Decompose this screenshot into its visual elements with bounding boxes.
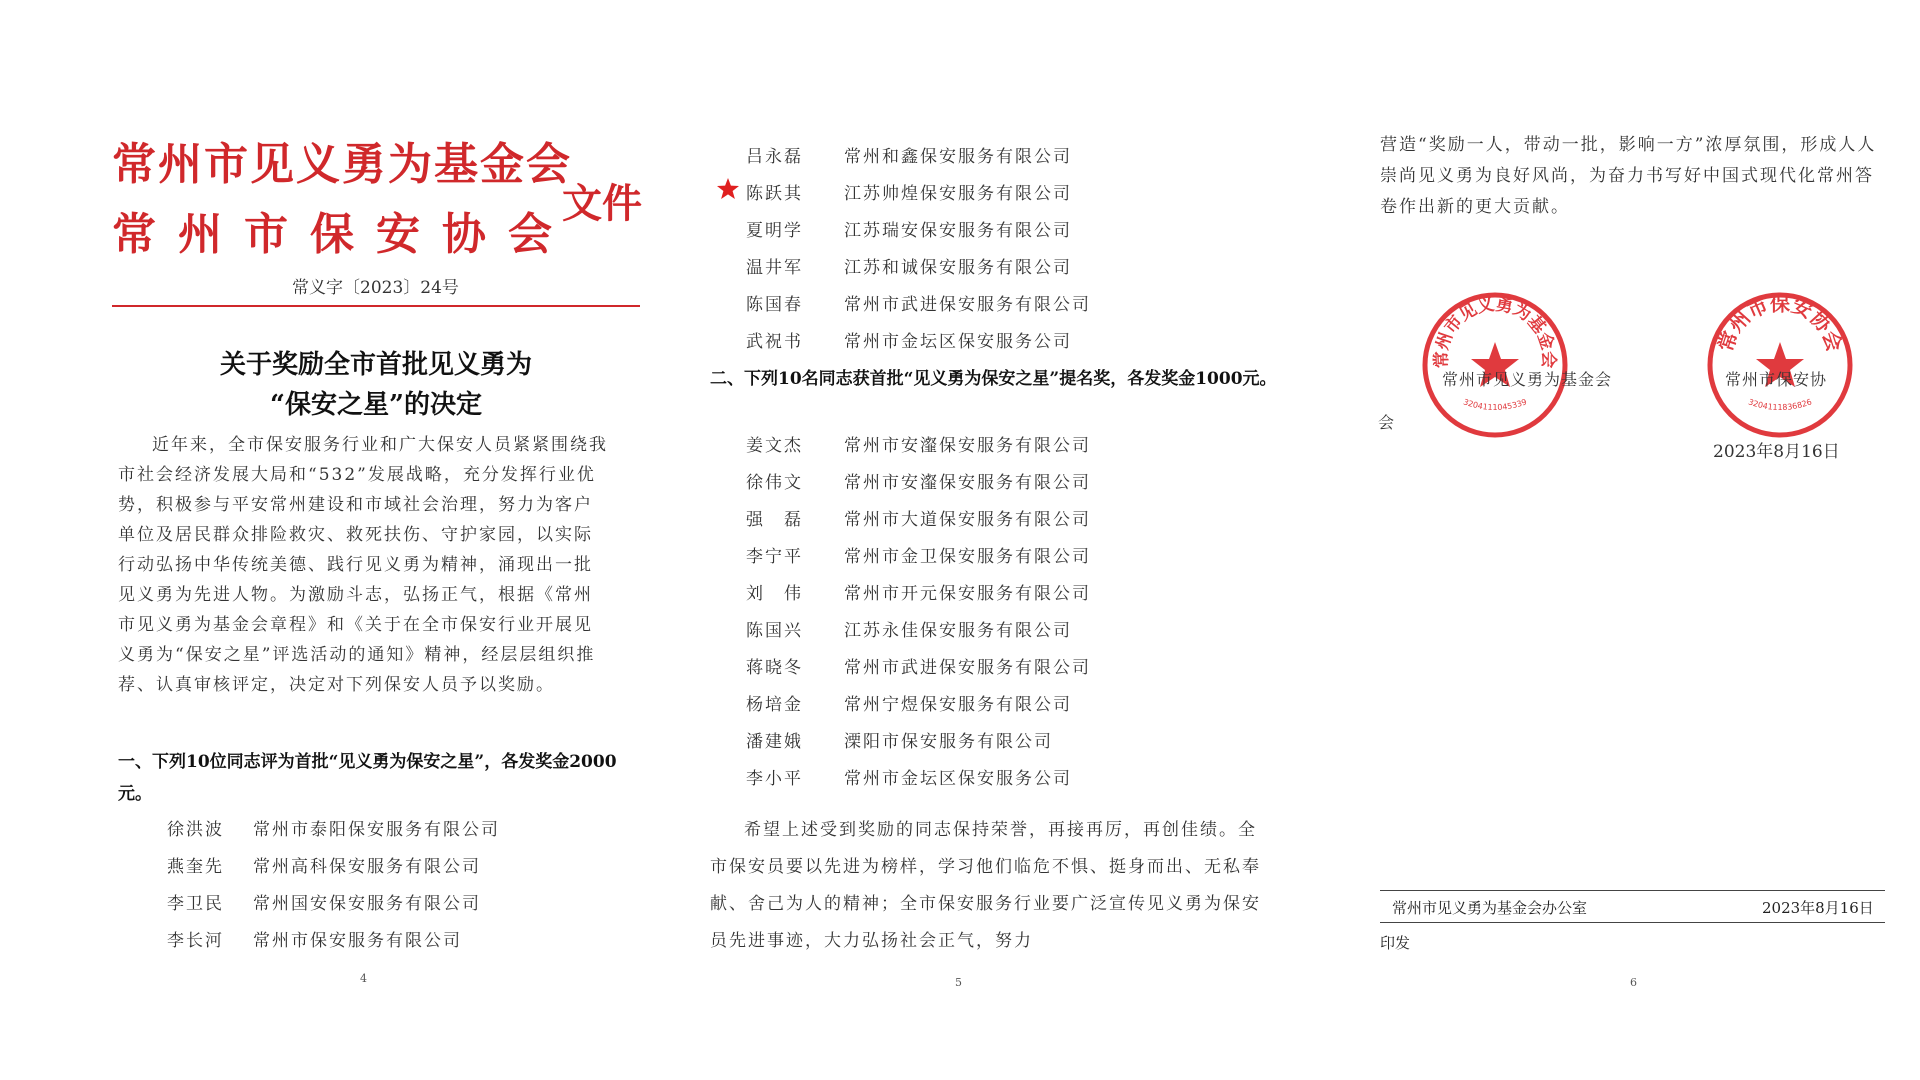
signer-foundation-wrap: 会	[1378, 413, 1396, 432]
footer-date: 2023年8月16日	[1762, 899, 1874, 917]
nominee-company: 常州市安瀣保安服务有限公司	[844, 473, 1091, 493]
document-number: 常义字〔2023〕24号	[292, 278, 459, 298]
nominee-row	[746, 579, 1091, 604]
footer-issued-label: 印发	[1380, 934, 1411, 952]
nominee-row	[746, 431, 1091, 456]
nominee-name: 姜文杰	[746, 436, 803, 456]
nominee-row	[746, 764, 1072, 789]
awardee-name: 李卫民	[167, 894, 224, 914]
nominee-company: 溧阳市保安服务有限公司	[844, 732, 1053, 752]
nominee-name: 潘建娥	[746, 732, 803, 752]
awardee-company: 常州市武进保安服务有限公司	[844, 295, 1091, 315]
header-doc-suffix: 文件	[562, 180, 642, 227]
signing-date: 2023年8月16日	[1713, 442, 1840, 462]
awardee-name: 陈跃其	[746, 184, 803, 204]
awardee-name: 徐洪波	[167, 820, 224, 840]
signer-association: 常州市保安协	[1725, 370, 1828, 389]
awardee-row	[746, 253, 1072, 278]
nominee-name: 李小平	[746, 769, 803, 789]
footer-rule-bottom	[1380, 922, 1885, 923]
awardee-name: 夏明学	[746, 221, 803, 241]
seal-code: 3204111045339	[1462, 397, 1528, 412]
awardee-company: 常州和鑫保安服务有限公司	[844, 147, 1072, 167]
awardee-company: 江苏瑞安保安服务有限公司	[844, 221, 1072, 241]
header-org-1: 常州市见义勇为基金会	[112, 139, 572, 190]
svg-text:3204111836826	[1747, 397, 1813, 412]
nominee-name: 强 磊	[746, 510, 803, 530]
nominee-company: 常州市安瀣保安服务有限公司	[844, 436, 1091, 456]
nominee-row	[746, 616, 1072, 641]
awardee-row	[746, 216, 1072, 241]
closing-paragraph-continued: 营造“奖励一人，带动一批，影响一方”浓厚氛围，形成人人崇尚见义勇为良好风尚，为奋力书写好中国式现代化常州答卷作出新的更大贡献。	[1380, 135, 1877, 217]
red-star-icon	[716, 177, 740, 201]
awardee-row	[167, 926, 462, 951]
header-org-2: 常州市保安协会	[112, 209, 574, 260]
awardee-company: 常州国安保安服务有限公司	[253, 894, 481, 914]
nominee-company: 常州宁煜保安服务有限公司	[844, 695, 1072, 715]
document-page-5	[660, 0, 1300, 1080]
awardee-row	[167, 889, 481, 914]
page-number: 5	[955, 976, 962, 989]
awardee-name: 燕奎先	[167, 857, 224, 877]
document-title-line1: 关于奖励全市首批见义勇为	[219, 350, 532, 380]
nominee-row	[746, 468, 1091, 493]
nominee-name: 刘 伟	[746, 584, 803, 604]
document-page-4	[0, 0, 660, 1080]
nominee-company: 常州市武进保安服务有限公司	[844, 658, 1091, 678]
awardee-row	[746, 142, 1072, 167]
footer-rule-top	[1380, 890, 1885, 891]
awardee-row	[167, 852, 481, 877]
nominee-name: 陈国兴	[746, 621, 803, 641]
closing-paragraph: 希望上述受到奖励的同志保持荣誉，再接再厉，再创佳绩。全市保安员要以先进为榜样，学习他们临危不惧、挺身而出、无私奉献、舍己为人的精神；全市保安服务行业要广泛宣传见义勇为保安员先进事迹，大力弘扬社会正气，努力	[710, 820, 1261, 951]
awardee-name: 武祝书	[746, 332, 803, 352]
page-number: 6	[1630, 976, 1637, 989]
nominee-row	[746, 505, 1091, 530]
body-paragraph: 近年来，全市保安服务行业和广大保安人员紧紧围绕我市社会经济发展大局和“532”发展战略，充分发挥行业优势，积极参与平安常州建设和市域社会治理，努力为客户单位及居民群众排险救灾、救死扶伤、守护家园，以实际行动弘扬中华传统美德、践行见义勇为精神，涌现出一批见义勇为先进人物。为激励斗志，弘扬正气，根据《常州市见义勇为基金会章程》和《关于在全市保安行业开展见义勇为“保安之星”评选活动的通知》精神，经层层组织推荐、认真审核评定，决定对下列保安人员予以奖励。	[118, 435, 608, 695]
nominee-name: 李宁平	[746, 547, 803, 567]
document-page-6	[1300, 0, 1920, 1080]
section-2-heading: 二、下列10名同志获首批“见义勇为保安之星”提名奖，各发奖金1000元。	[710, 369, 1277, 389]
nominee-company: 江苏永佳保安服务有限公司	[844, 621, 1072, 641]
section-1-heading: 一、下列10位同志评为首批“见义勇为保安之星”，各发奖金2000元。	[118, 752, 617, 804]
document-title-line2: “保安之星”的决定	[270, 390, 482, 420]
nominee-row	[746, 653, 1091, 678]
svg-text:3204111045339	[1462, 397, 1528, 412]
nominee-company: 常州市大道保安服务有限公司	[844, 510, 1091, 530]
awardee-name: 陈国春	[746, 295, 803, 315]
awardee-company: 江苏帅煌保安服务有限公司	[844, 184, 1072, 204]
nominee-company: 常州市开元保安服务有限公司	[844, 584, 1091, 604]
awardee-name: 吕永磊	[746, 147, 803, 167]
nominee-row	[746, 542, 1091, 567]
signer-foundation: 常州市见义勇为基金会	[1442, 370, 1613, 389]
nominee-name: 杨培金	[746, 695, 803, 715]
nominee-row	[746, 727, 1053, 752]
nominee-name: 蒋晓冬	[746, 658, 803, 678]
awardee-company: 常州高科保安服务有限公司	[253, 857, 481, 877]
awardee-row	[746, 179, 1072, 204]
foundation-seal	[1420, 290, 1570, 440]
awardee-company: 常州市泰阳保安服务有限公司	[253, 820, 500, 840]
nominee-name: 徐伟文	[746, 473, 803, 493]
association-seal	[1705, 290, 1855, 440]
awardee-row	[746, 290, 1091, 315]
nominee-row	[746, 690, 1072, 715]
seal-text: 常州市保安协会	[1713, 291, 1847, 355]
awardee-name: 温井军	[746, 258, 803, 278]
seal-code: 3204111836826	[1747, 397, 1813, 412]
awardee-company: 常州市保安服务有限公司	[253, 931, 462, 951]
awardee-name: 李长河	[167, 931, 224, 951]
nominee-company: 常州市金卫保安服务有限公司	[844, 547, 1091, 567]
footer-issuer: 常州市见义勇为基金会办公室	[1392, 899, 1588, 917]
red-divider	[112, 305, 640, 307]
nominee-company: 常州市金坛区保安服务公司	[844, 769, 1072, 789]
seal-text: 常州市见义勇为基金会	[1431, 294, 1559, 369]
page-number: 4	[360, 972, 367, 985]
awardee-company: 常州市金坛区保安服务公司	[844, 332, 1072, 352]
awardee-row	[167, 815, 500, 840]
awardee-company: 江苏和诚保安服务有限公司	[844, 258, 1072, 278]
awardee-row	[746, 327, 1072, 352]
